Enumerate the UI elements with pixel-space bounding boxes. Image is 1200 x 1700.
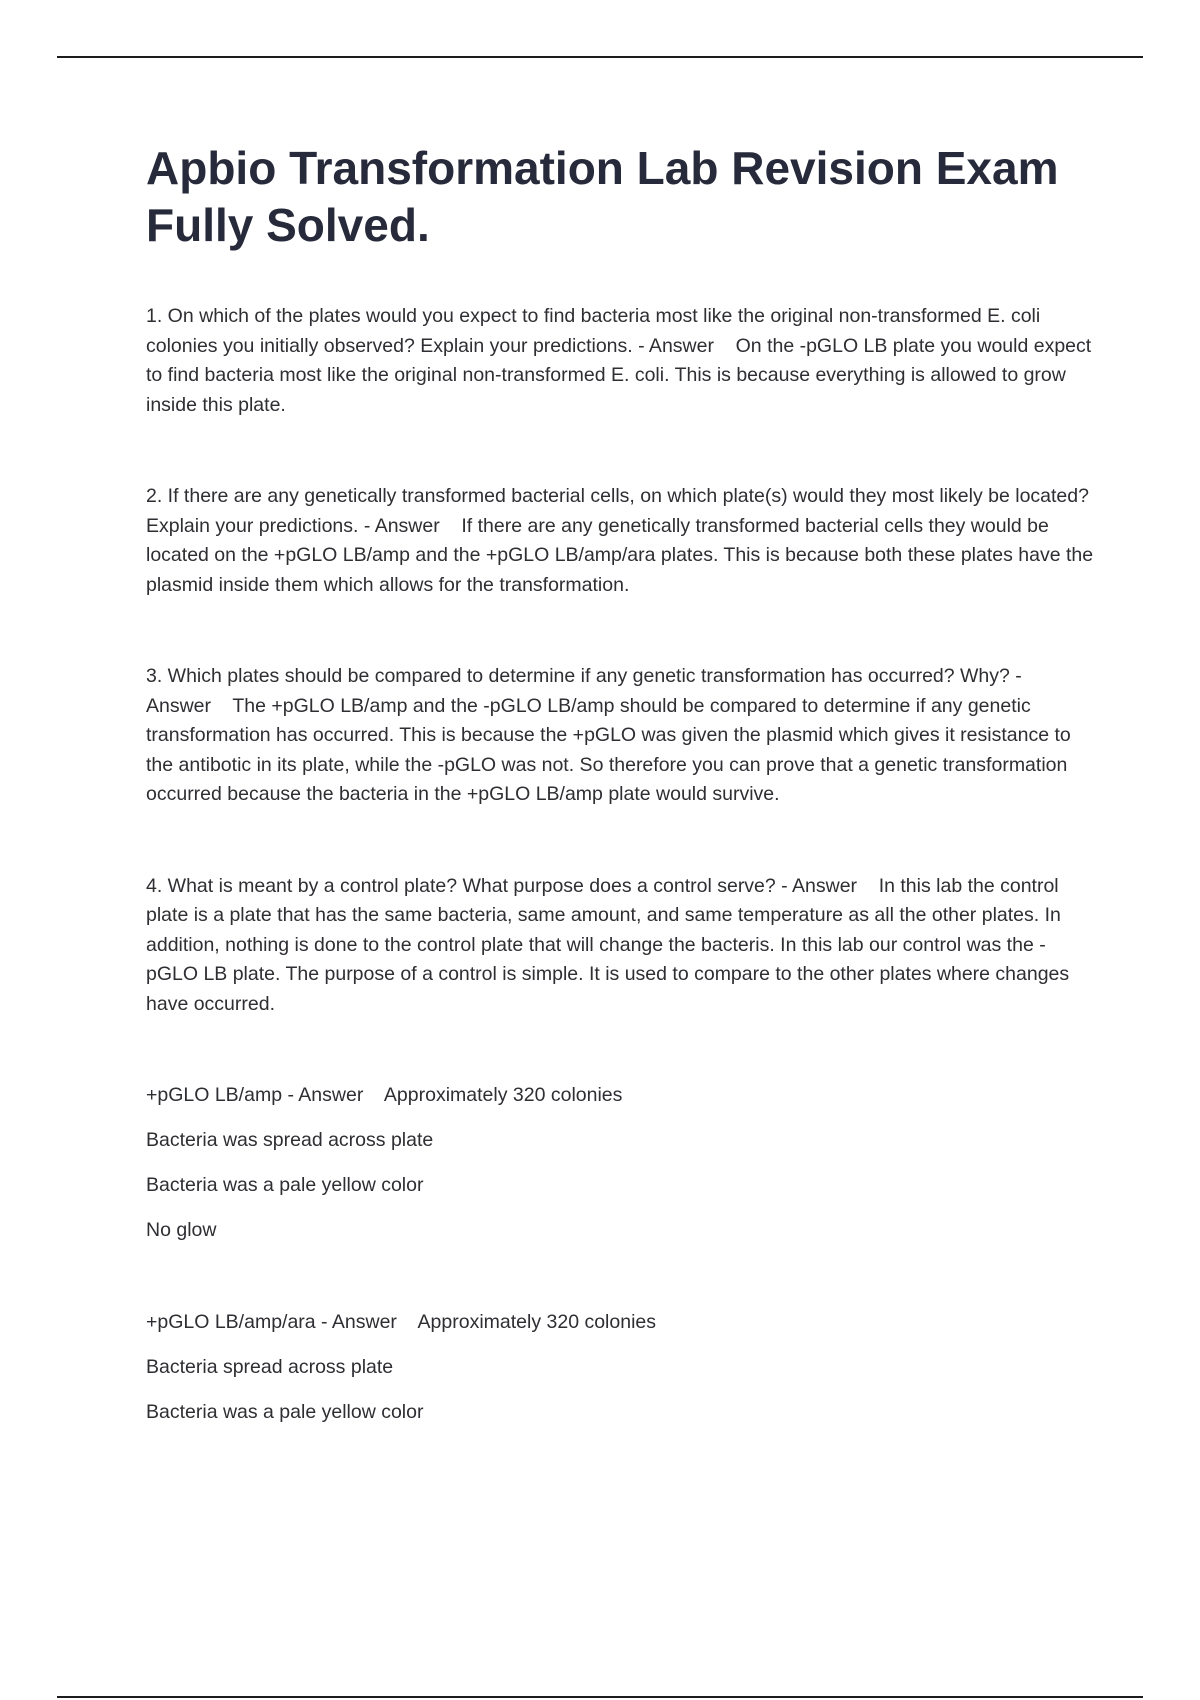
result-amp-ara-heading [146, 1308, 1096, 1338]
question-1-text: 1. On which of the plates would you expect to find bacteria most like the original non-transformed E. coli colonies you initially observed? Explain your predictions. - Answer [146, 305, 1046, 357]
question-3-text: 3. Which plates should be compared to determine if any genetic transformation has occurred? Why? - Answer [146, 665, 1027, 717]
result-amp-detail: Bacteria was spread across plate [146, 1129, 434, 1151]
question-3 [146, 662, 1096, 810]
result-amp-ara-detail: Bacteria was a pale yellow color [146, 1400, 424, 1423]
question-2-text: 2. If there are any genetically transformed bacterial cells, on which plate(s) would they most likely be located? Explain your predictions. - Answer [146, 485, 1095, 537]
answer-2-text: If there are any genetically transformed bacterial cells they would be located on the +pGLO LB/amp and the +pGLO LB/amp/ara plates. This is because both these plates have the plasmid inside them which allows for the transformation. [146, 514, 1099, 596]
result-amp-label: +pGLO LB/amp - Answer [146, 1084, 364, 1106]
result-amp-ara-colonies: Approximately 320 colonies [417, 1310, 656, 1333]
result-amp-ara [146, 1308, 1096, 1428]
result-amp-heading [146, 1081, 1096, 1111]
footer-rule [57, 1696, 1143, 1698]
answer-3-text: The +pGLO LB/amp and the -pGLO LB/amp should be compared to determine if any genetic transformation has occurred. This is because the +pGLO was given the plasmid which gives it resistance to the antibotic in its plate, while the -pGLO was not. So therefore you can prove that a genetic transformation occurred because the bacteria in the +pGLO LB/amp plate would survive. [146, 694, 1077, 805]
question-1 [146, 302, 1096, 420]
answer-4-text: In this lab the control plate is a plate that has the same bacteria, same amount, and same temperature as all the other plates. In addition, nothing is done to the control plate that will change the bacteris. In this lab our control was the -pGLO LB plate. The purpose of a control is simple. It is used to compare to the other plates where changes have occurred. [146, 874, 1075, 1015]
result-amp-colonies: Approximately 320 colonies [383, 1084, 623, 1106]
answer-1-text: On the -pGLO LB plate you would expect to find bacteria most like the original non-transformed E. coli. This is because everything is allowed to grow inside this plate. [146, 334, 1097, 416]
result-amp-detail: Bacteria was a pale yellow color [146, 1174, 424, 1196]
question-2 [146, 482, 1099, 600]
question-4 [146, 872, 1096, 1020]
header-rule [57, 56, 1143, 58]
result-amp [146, 1081, 1096, 1246]
question-4-text: 4. What is meant by a control plate? What purpose does a control serve? - Answer [146, 874, 858, 897]
result-amp-ara-label: +pGLO LB/amp/ara - Answer [146, 1310, 397, 1333]
document-title: Apbio Transformation Lab Revision Exam Fully Solved. [146, 142, 1059, 251]
document-page [146, 140, 1099, 1427]
result-amp-ara-detail: Bacteria spread across plate [146, 1355, 394, 1378]
result-amp-detail: No glow [146, 1219, 217, 1241]
